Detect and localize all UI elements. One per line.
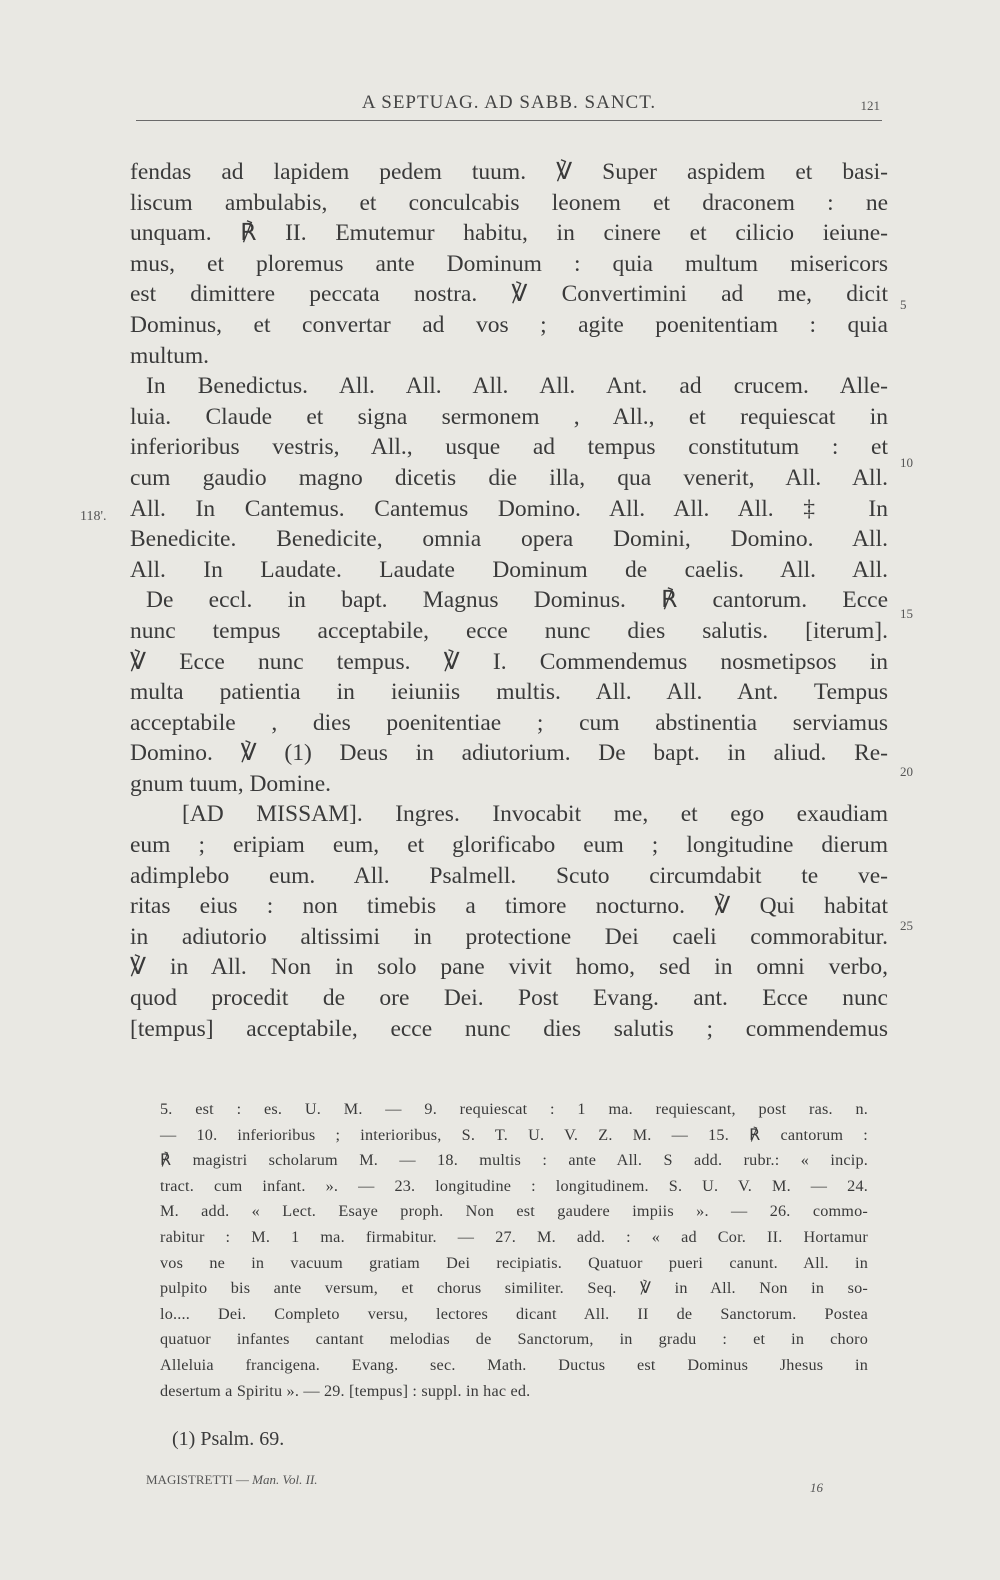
text-line: fendas ad lapidem pedem tuum. ℣ Super aspidem et basi- — [130, 159, 888, 185]
text-line: luia. Claude et signa sermonem , All., et requiescat in — [130, 403, 888, 430]
text-line: gnum tuum, Domine. — [130, 770, 332, 797]
note-line: quatuor infantes cantant melodias de Sanctorum, in gradu : et in choro — [160, 1330, 868, 1349]
note-line: 5. est : es. U. M. — 9. requiescat : 1 ma. requiescant, post ras. n. — [160, 1100, 868, 1118]
signature-work: Man. Vol. II. — [252, 1472, 318, 1487]
note-line: — 10. inferioribus ; interioribus, S. T. U. V. Z. M. — 15. ℟ cantorum : — [160, 1125, 868, 1144]
running-head: A SEPTUAG. AD SABB. SANCT. — [361, 92, 657, 113]
note-line: lo.... Dei. Completo versu, lectores dicant All. II de Sanctorum. Postea — [160, 1304, 868, 1323]
page-header — [136, 88, 882, 121]
text-line: ritas eius : non timebis a timore nocturno. ℣ Qui habitat — [130, 893, 888, 920]
text-line: In Benedictus. All. All. All. All. Ant. ad crucem. Alle- — [146, 373, 888, 400]
text-line: ℣ in All. Non in solo pane vivit homo, sed in omni verbo, — [130, 954, 888, 981]
note-line: ℟ magistri scholarum M. — 18. multis : ante All. S add. rubr.: « incip. — [160, 1151, 868, 1170]
text-line: [AD MISSAM]. Ingres. Invocabit me, et ego exaudiam — [182, 801, 888, 828]
text-line: multa patientia in ieiuniis multis. All. All. Ant. Tempus — [130, 679, 888, 706]
text-line: ℣ Ecce nunc tempus. ℣ I. Commendemus nosmetipsos in — [130, 648, 888, 675]
text-line: All. In Laudate. Laudate Dominum de caelis. All. All. — [130, 556, 888, 583]
text-line: mus, et ploremus ante Dominum : quia multum misericors — [130, 250, 888, 277]
footnote: (1) Psalm. 69. — [172, 1428, 285, 1450]
line-number: 25 — [900, 918, 913, 933]
text-line: All. In Cantemus. Cantemus Domino. All. All. All. ‡ In — [130, 495, 888, 522]
text-line: cum gaudio magno dicetis die illa, qua venerit, All. All. — [130, 464, 888, 491]
main-text — [130, 157, 888, 1044]
text-line: inferioribus vestris, All., usque ad tempus constitutum : et — [130, 434, 888, 461]
text-line: est dimittere peccata nostra. ℣ Convertimini ad me, dicit — [130, 281, 888, 308]
note-line: desertum a Spiritu ». — 29. [tempus] : suppl. in hac ed. — [160, 1381, 531, 1400]
line-number: 20 — [900, 764, 913, 779]
text-line: unquam. ℟ II. Emutemur habitu, in cinere et cilicio ieiune- — [130, 220, 888, 247]
text-line: acceptabile , dies poenitentiae ; cum abstinentia serviamus — [130, 709, 888, 736]
text-line: nunc tempus acceptabile, ecce nunc dies salutis. [iterum]. — [130, 617, 888, 644]
text-line: Domino. ℣ (1) Deus in adiutorium. De bapt. in aliud. Re- — [130, 740, 888, 767]
text-line: multum. — [130, 342, 209, 369]
page-number: 121 — [860, 98, 880, 113]
signature-author: MAGISTRETTI — [146, 1472, 233, 1487]
line-number: 10 — [900, 455, 913, 470]
text-line: eum ; eripiam eum, et glorificabo eum ; longitudine dierum — [130, 832, 888, 859]
text-line: adimplebo eum. All. Psalmell. Scuto circumdabit te ve- — [130, 862, 888, 889]
text-line: quod procedit de ore Dei. Post Evang. ant. Ecce nunc — [130, 985, 888, 1012]
note-line: vos ne in vacuum gratiam Dei recipiatis. Quatuor pueri canunt. All. in — [160, 1253, 868, 1272]
line-number: 5 — [900, 297, 907, 312]
text-line: De eccl. in bapt. Magnus Dominus. ℟ cantorum. Ecce — [146, 587, 888, 614]
note-line: rabitur : M. 1 ma. firmabitur. — 27. M. add. : « ad Cor. II. Hortamur — [160, 1227, 868, 1246]
note-line: tract. cum infant. ». — 23. longitudine : longitudinem. S. U. V. M. — 24. — [160, 1176, 868, 1195]
note-line: Alleluia francigena. Evang. sec. Math. Ductus est Dominus Jhesus in — [160, 1355, 868, 1374]
text-line: Dominus, et convertar ad vos ; agite poenitentiam : quia — [130, 311, 888, 338]
text-line: [tempus] acceptabile, ecce nunc dies salutis ; commendemus — [130, 1015, 888, 1042]
text-line: in adiutorio altissimi in protectione Dei caeli commorabitur. — [130, 923, 888, 950]
margin-reference: 118'. — [80, 509, 107, 524]
critical-apparatus — [160, 1097, 868, 1404]
text-line: Benedicite. Benedicite, omnia opera Domini, Domino. All. — [130, 526, 888, 553]
printer-signature: MAGISTRETTI — Man. Vol. II. — [146, 1472, 318, 1487]
note-line: M. add. « Lect. Esaye proph. Non est gaudere impiis ». — 26. commo- — [160, 1202, 868, 1221]
sheet-number: 16 — [810, 1480, 823, 1495]
note-line: pulpito bis ante versum, et chorus similiter. Seq. ℣ in All. Non in so- — [160, 1279, 868, 1298]
line-number: 15 — [900, 606, 913, 621]
text-line: liscum ambulabis, et conculcabis leonem et draconem : ne — [130, 189, 888, 216]
